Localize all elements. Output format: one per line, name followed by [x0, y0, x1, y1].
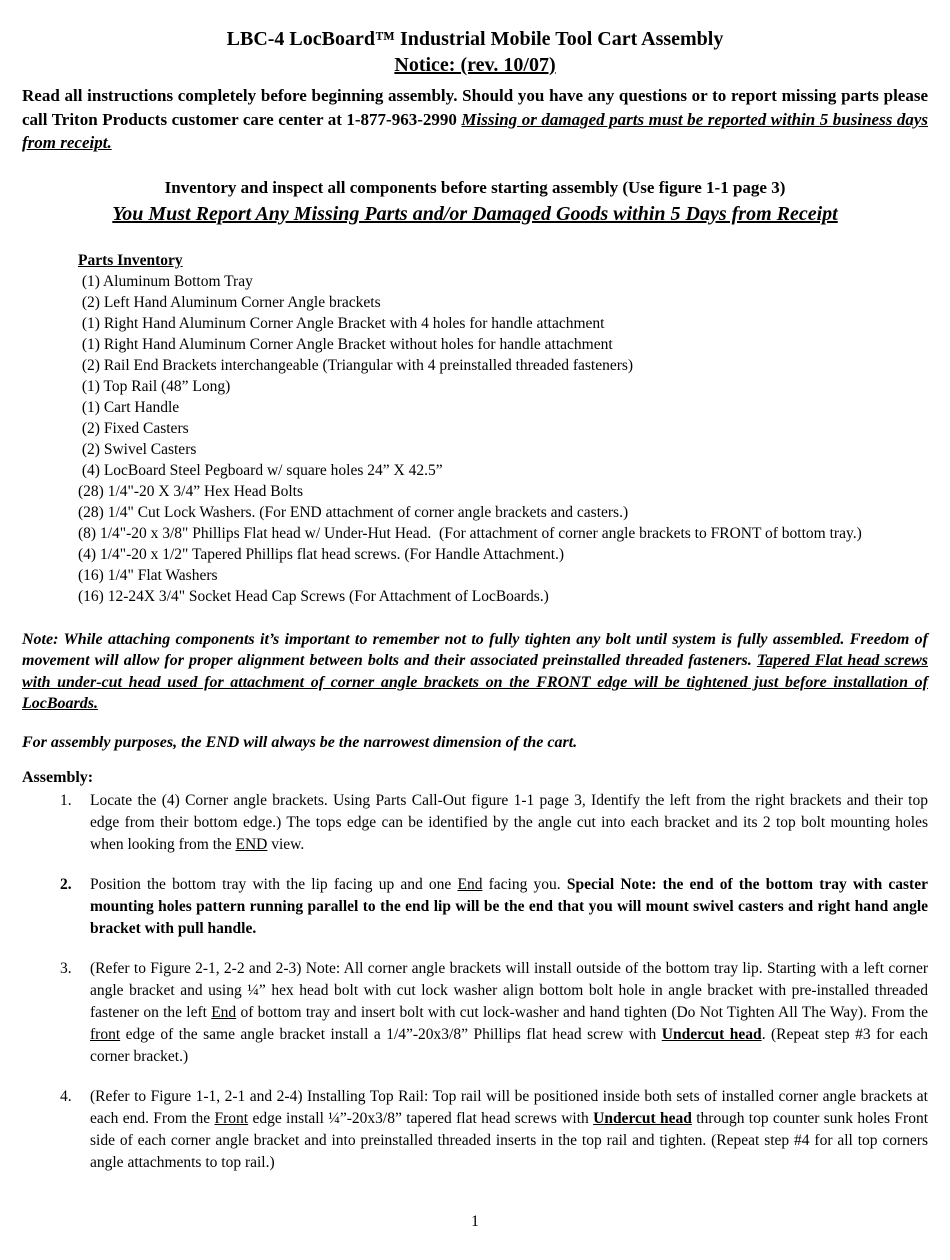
part-item: (2) Fixed Casters: [78, 419, 189, 437]
part-item: (28) 1/4"-20 X 3/4” Hex Head Bolts: [78, 482, 304, 500]
step-text: Position the bottom tray with the lip facing up and one End facing you. Special Note: the end of the bottom tray with caster mounting holes pattern running parallel to the end lip will be the end that you will mount swivel casters and right hand angle bracket with pull handle.: [90, 875, 928, 937]
step-number: 3.: [60, 959, 72, 977]
assembly-steps-list: [22, 790, 928, 1174]
part-item: (4) LocBoard Steel Pegboard w/ square holes 24” X 42.5”: [78, 461, 443, 479]
part-item: (1) Aluminum Bottom Tray: [78, 272, 253, 290]
assembly-purpose-note: For assembly purposes, the END will always be the narrowest dimension of the cart.: [22, 733, 578, 751]
assembly-step: [22, 958, 928, 1068]
step-text: (Refer to Figure 2-1, 2-2 and 2-3) Note: All corner angle brackets will install outside of the bottom tray lip. Starting with a left corner angle bracket and using ¼” hex head bolt with cut lock washer align bottom bolt hole in angle bracket with pre-installed threaded fastener on the left End of bottom tray and insert bolt with cut lock-washer and hand tighten (Do Not Tighten All The Way). From the front edge of the same angle bracket install a 1/4”-20x3/8” Phillips flat head screw with Undercut head. (Repeat step #3 for each corner bracket.): [90, 959, 929, 1065]
assembly-step: [22, 1086, 928, 1174]
intro-paragraph: Read all instructions completely before beginning assembly. Should you have any questions or to report missing parts please call Triton Products customer care center at 1-877-963-2990 Missing or damaged parts must be reported within 5 business days from receipt.: [22, 86, 928, 152]
part-item: (2) Left Hand Aluminum Corner Angle brackets: [78, 293, 381, 311]
part-item: (1) Right Hand Aluminum Corner Angle Bracket with 4 holes for handle attachment: [78, 314, 605, 332]
part-item: (16) 12-24X 3/4" Socket Head Cap Screws (For Attachment of LocBoards.): [78, 587, 549, 605]
part-item: (2) Swivel Casters: [78, 440, 197, 458]
report-warning-text: You Must Report Any Missing Parts and/or Damaged Goods within 5 Days from Receipt: [112, 202, 838, 225]
page-number: 1: [471, 1213, 479, 1230]
report-warning: [22, 201, 928, 228]
notice-text: Notice: (rev. 10/07): [394, 54, 556, 76]
note-paragraph: Note: While attaching components it’s important to remember not to fully tighten any bolt until system is fully assembled. Freedom of movement will allow for proper alignment between bolts and their associated preinstalled threaded fasteners. Tapered Flat head screws with under-cut head used for attachment of corner angle brackets on the FRONT edge will be tightened just before installation of LocBoards.: [22, 630, 929, 712]
part-item: (1) Cart Handle: [78, 398, 180, 416]
parts-inventory-section: [22, 250, 928, 607]
part-item: (1) Right Hand Aluminum Corner Angle Bracket without holes for handle attachment: [78, 335, 613, 353]
parts-inventory-list: [78, 271, 928, 607]
parts-inventory-heading-text: Parts Inventory: [78, 251, 183, 269]
step-number: 4.: [60, 1087, 72, 1105]
step-text: Locate the (4) Corner angle brackets. Using Parts Call-Out figure 1-1 page 3, Identify the left from the right brackets and their top edge from their bottom edge.) The tops edge can be identified by the angle cut into each bracket and its 2 top bolt mounting holes when looking from the END view.: [90, 791, 928, 853]
notice-heading: [22, 52, 928, 78]
assembly-heading: Assembly:: [22, 768, 94, 786]
parts-inventory-heading: [78, 250, 928, 271]
assembly-step: [22, 874, 928, 940]
part-item: (2) Rail End Brackets interchangeable (Triangular with 4 preinstalled threaded fasteners): [78, 356, 634, 374]
inventory-instruction: Inventory and inspect all components before starting assembly (Use figure 1-1 page 3): [164, 177, 786, 197]
step-number: 1.: [60, 791, 72, 809]
step-number: 2.: [60, 875, 72, 893]
part-item: (4) 1/4"-20 x 1/2" Tapered Phillips flat head screws. (For Handle Attachment.): [78, 545, 565, 563]
part-item: (1) Top Rail (48” Long): [78, 377, 231, 395]
part-item: (16) 1/4" Flat Washers: [78, 566, 218, 584]
part-item: (8) 1/4"-20 x 3/8" Phillips Flat head w/ Under-Hut Head. (For attachment of corner angle brackets to FRONT of bottom tray.): [78, 524, 862, 542]
step-text: (Refer to Figure 1-1, 2-1 and 2-4) Installing Top Rail: Top rail will be positioned inside both sets of installed corner angle brackets at each end. From the Front edge install ¼”-20x3/8” tapered flat head screws with Undercut head through top counter sunk holes Front side of each corner angle bracket and into preinstalled threaded inserts in the top rail and tighten. (Repeat step #4 for all top corners angle attachments to top rail.): [90, 1087, 928, 1171]
assembly-step: [22, 790, 928, 856]
document-title: LBC-4 LocBoard™ Industrial Mobile Tool Cart Assembly: [226, 28, 724, 50]
part-item: (28) 1/4" Cut Lock Washers. (For END attachment of corner angle brackets and casters.): [78, 503, 629, 521]
